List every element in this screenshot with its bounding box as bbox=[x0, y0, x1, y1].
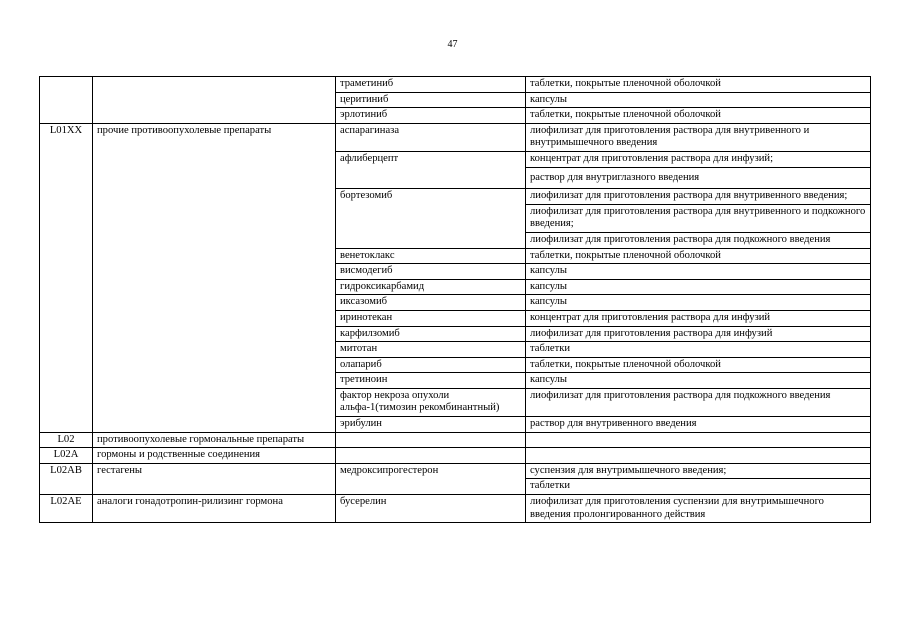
dosage-form-cell bbox=[526, 189, 871, 248]
dosage-form-cell bbox=[526, 388, 871, 416]
drug-name-cell: фактор некроза опухоли альфа-1(тимозин рекомбинантный) bbox=[336, 388, 526, 416]
dosage-form-cell bbox=[526, 495, 871, 523]
drug-name-cell: олапариб bbox=[336, 357, 526, 373]
dosage-form-cell bbox=[526, 295, 871, 311]
dosage-form-line: таблетки bbox=[530, 480, 571, 492]
dosage-form-line: таблетки bbox=[530, 343, 571, 355]
dosage-form-line: лиофилизат для приготовления раствора для подкожного введения bbox=[530, 389, 831, 401]
drug-name-cell: гидроксикарбамид bbox=[336, 279, 526, 295]
dosage-form-cell bbox=[526, 264, 871, 280]
dosage-form-cell bbox=[526, 108, 871, 124]
dosage-form-line: концентрат для приготовления раствора для инфузий; bbox=[526, 152, 870, 168]
dosage-form-line: лиофилизат для приготовления раствора для инфузий bbox=[530, 327, 773, 339]
drug-name-cell: медроксипрогестерон bbox=[336, 463, 526, 494]
drug-list-table bbox=[39, 76, 871, 523]
dosage-form-cell bbox=[526, 432, 871, 448]
atc-group-cell bbox=[93, 77, 336, 124]
dosage-form-line: концентрат для приготовления раствора для инфузий bbox=[530, 311, 771, 323]
dosage-form-line: лиофилизат для приготовления раствора для подкожного введения bbox=[530, 233, 831, 245]
table-row bbox=[40, 432, 871, 448]
drug-name-cell: эрлотиниб bbox=[336, 108, 526, 124]
drug-name-cell: третиноин bbox=[336, 373, 526, 389]
dosage-form-cell bbox=[526, 310, 871, 326]
table-row bbox=[40, 448, 871, 464]
drug-name-cell: карфилзомиб bbox=[336, 326, 526, 342]
dosage-form-cell bbox=[526, 373, 871, 389]
atc-group-cell: прочие противоопухолевые препараты bbox=[93, 123, 336, 432]
table-row bbox=[40, 463, 871, 494]
drug-name-cell: венетоклакс bbox=[336, 248, 526, 264]
dosage-form-line: таблетки, покрытые пленочной оболочкой bbox=[530, 78, 721, 89]
table-row bbox=[40, 495, 871, 523]
dosage-form-line: капсулы bbox=[530, 93, 568, 105]
atc-code-cell: L02A bbox=[40, 448, 93, 464]
drug-name-cell: эрибулин bbox=[336, 417, 526, 433]
drug-name-cell: иксазомиб bbox=[336, 295, 526, 311]
dosage-form-cell bbox=[526, 77, 871, 93]
dosage-form-line: таблетки, покрытые пленочной оболочкой bbox=[530, 109, 721, 121]
dosage-form-line: капсулы bbox=[530, 374, 568, 386]
atc-code-cell: L02 bbox=[40, 432, 93, 448]
atc-group-cell: аналоги гонадотропин-рилизинг гормона bbox=[93, 495, 336, 523]
dosage-form-cell bbox=[526, 151, 871, 188]
dosage-form-line: таблетки, покрытые пленочной оболочкой bbox=[530, 358, 721, 370]
dosage-form-line: лиофилизат для приготовления суспензии для внутримышечного введения пролонгированного действия bbox=[530, 496, 824, 520]
dosage-form-cell bbox=[526, 417, 871, 433]
atc-group-cell: гестагены bbox=[93, 463, 336, 494]
dosage-form-cell bbox=[526, 463, 871, 494]
dosage-form-cell bbox=[526, 92, 871, 108]
dosage-form-cell bbox=[526, 342, 871, 358]
drug-name-cell: митотан bbox=[336, 342, 526, 358]
dosage-form-line: капсулы bbox=[530, 296, 568, 308]
dosage-form-line: таблетки, покрытые пленочной оболочкой bbox=[530, 249, 721, 261]
drug-name-cell: афлиберцепт bbox=[336, 151, 526, 188]
dosage-form-line bbox=[526, 448, 870, 463]
dosage-form-cell bbox=[526, 279, 871, 295]
drug-name-cell: бусерелин bbox=[336, 495, 526, 523]
atc-code-cell: L02AE bbox=[40, 495, 93, 523]
dosage-form-cell bbox=[526, 357, 871, 373]
page-number: 47 bbox=[447, 39, 458, 50]
atc-code-cell: L01XX bbox=[40, 123, 93, 432]
atc-group-cell: противоопухолевые гормональные препараты bbox=[93, 432, 336, 448]
drug-name-cell: церитиниб bbox=[336, 92, 526, 108]
drug-name-cell bbox=[336, 432, 526, 448]
dosage-form-line: лиофилизат для приготовления раствора для внутривенного и подкожного введения; bbox=[526, 205, 870, 233]
dosage-form-line: суспензия для внутримышечного введения; bbox=[526, 464, 870, 480]
dosage-form-cell bbox=[526, 448, 871, 464]
dosage-form-line: лиофилизат для приготовления раствора для внутривенного введения; bbox=[526, 189, 870, 205]
drug-name-cell: иринотекан bbox=[336, 310, 526, 326]
dosage-form-cell bbox=[526, 326, 871, 342]
drug-name-cell: висмодегиб bbox=[336, 264, 526, 280]
dosage-form-cell bbox=[526, 248, 871, 264]
dosage-form-line bbox=[526, 433, 870, 448]
dosage-form-line: раствор для внутриглазного введения bbox=[530, 171, 700, 183]
dosage-form-line: лиофилизат для приготовления раствора для внутривенного и внутримышечного введения bbox=[530, 124, 810, 149]
drug-name-cell: аспарагиназа bbox=[336, 123, 526, 151]
atc-code-cell: L02AB bbox=[40, 463, 93, 494]
atc-group-cell: гормоны и родственные соединения bbox=[93, 448, 336, 464]
drug-name-cell bbox=[336, 448, 526, 464]
dosage-form-cell bbox=[526, 123, 871, 151]
drug-name-cell: траметиниб bbox=[336, 77, 526, 93]
table-row bbox=[40, 77, 871, 93]
drug-name-cell: бортезомиб bbox=[336, 189, 526, 248]
dosage-form-line: раствор для внутривенного введения bbox=[530, 418, 697, 430]
atc-code-cell bbox=[40, 77, 93, 124]
dosage-form-line: капсулы bbox=[530, 265, 568, 277]
table-row bbox=[40, 123, 871, 151]
dosage-form-line: капсулы bbox=[530, 280, 568, 292]
